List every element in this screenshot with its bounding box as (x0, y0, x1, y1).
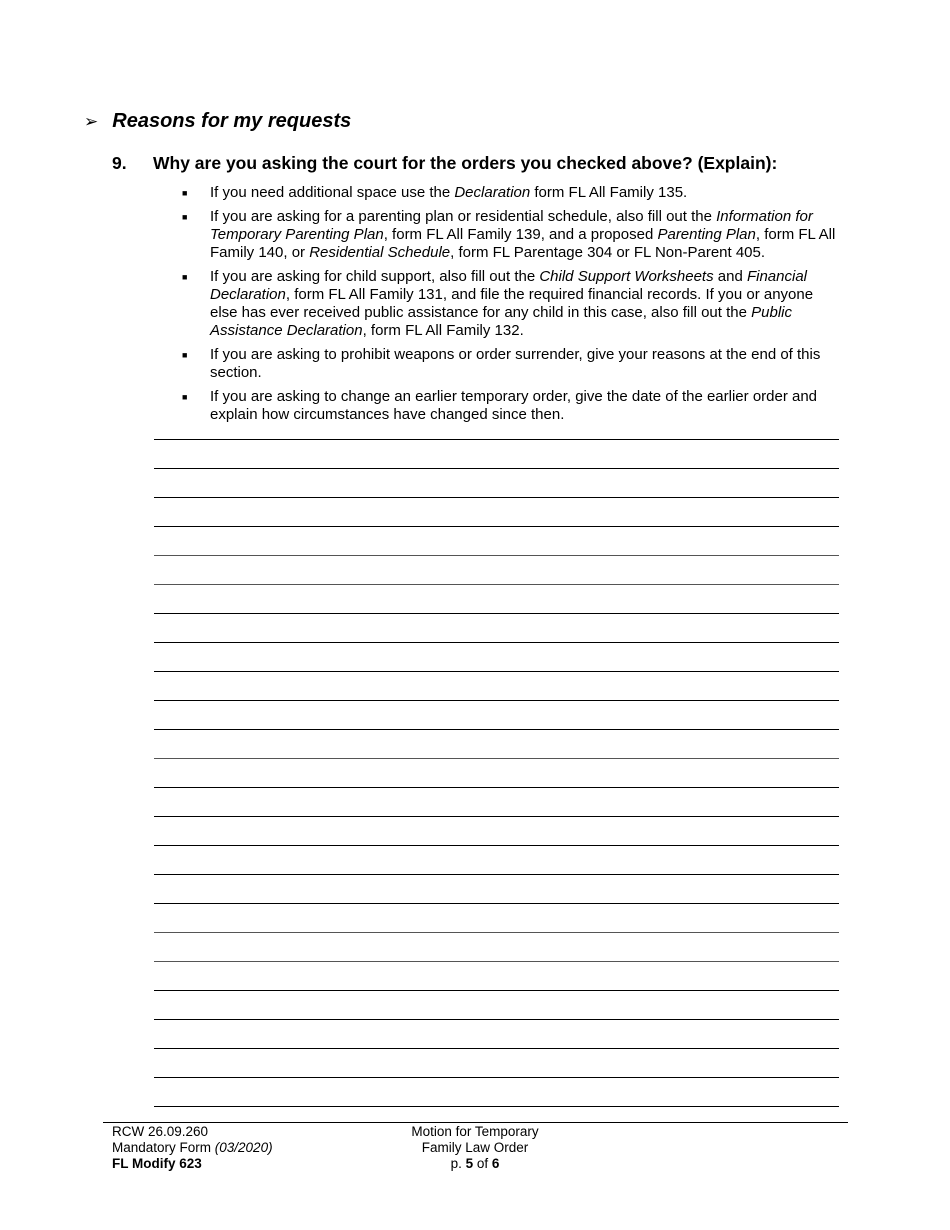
footer-mandatory: Mandatory Form (03/2020) (112, 1140, 273, 1155)
writing-line[interactable] (154, 730, 839, 759)
writing-line[interactable] (154, 1049, 839, 1078)
square-bullet-icon: ■ (182, 350, 188, 360)
page-number: p. 5 of 6 (450, 1156, 500, 1171)
footer-title-line2: Family Law Order (421, 1140, 529, 1155)
section-title: Reasons for my requests (112, 110, 352, 132)
list-item (182, 388, 842, 424)
writing-line[interactable] (154, 498, 839, 527)
question-9 (112, 153, 872, 174)
instruction-text: If you are asking to prohibit weapons or order surrender, give your reasons at the end of this section. (210, 346, 821, 381)
question-number: 9. (112, 153, 127, 173)
instruction-text: If you need additional space use the Declaration form FL All Family 135. (210, 184, 688, 201)
writing-line[interactable] (154, 1020, 839, 1049)
writing-line[interactable] (154, 875, 839, 904)
writing-line[interactable] (154, 701, 839, 730)
writing-line[interactable] (154, 469, 839, 498)
writing-line[interactable] (154, 614, 839, 643)
writing-line[interactable] (154, 991, 839, 1020)
section-heading (84, 110, 351, 133)
question-text: Why are you asking the court for the orders you checked above? (Explain): (153, 153, 778, 173)
list-item (182, 184, 842, 202)
writing-line[interactable] (154, 962, 839, 991)
writing-line[interactable] (154, 846, 839, 875)
footer-title (400, 1124, 550, 1172)
writing-line[interactable] (154, 527, 839, 556)
square-bullet-icon: ■ (182, 272, 188, 282)
list-item (182, 268, 842, 340)
list-item (182, 346, 842, 382)
arrow-bullet-icon: ➢ (84, 111, 99, 131)
writing-line[interactable] (154, 933, 839, 962)
instruction-list (182, 184, 842, 430)
list-item (182, 208, 842, 262)
square-bullet-icon: ■ (182, 392, 188, 402)
footer-form-id: FL Modify 623 (112, 1156, 202, 1171)
writing-line[interactable] (154, 440, 839, 469)
writing-line[interactable] (154, 556, 839, 585)
writing-line[interactable] (154, 817, 839, 846)
writing-line[interactable] (154, 788, 839, 817)
writing-line[interactable] (154, 643, 839, 672)
writing-line[interactable] (154, 759, 839, 788)
footer-statute: RCW 26.09.260 (112, 1124, 209, 1139)
square-bullet-icon: ■ (182, 212, 188, 222)
writing-line[interactable] (154, 672, 839, 701)
writing-line[interactable] (154, 904, 839, 933)
footer-form-info (112, 1124, 273, 1172)
instruction-text: If you are asking to change an earlier temporary order, give the date of the earlier order and explain how circumstances have changed since then. (210, 388, 818, 423)
footer-title-line1: Motion for Temporary (411, 1124, 539, 1139)
footer-divider (103, 1122, 848, 1123)
square-bullet-icon: ■ (182, 188, 188, 198)
instruction-text: If you are asking for a parenting plan or residential schedule, also fill out the Information for Temporary Parenting Plan, form FL All Family 139, and a proposed Parenting Plan, form FL All Family 140, or Residential Schedule, form FL Parentage 304 or FL Non-Parent 405. (210, 208, 836, 261)
writing-line[interactable] (154, 1078, 839, 1107)
writing-line[interactable] (154, 585, 839, 614)
instruction-text: If you are asking for child support, also fill out the Child Support Worksheets and Financial Declaration, form FL All Family 131, and file the required financial records. If you or anyone else has ever received public assistance for any child in this case, also fill out the Public Assistance Declaration, form FL All Family 132. (210, 268, 814, 339)
explanation-writing-area[interactable] (154, 439, 839, 1107)
